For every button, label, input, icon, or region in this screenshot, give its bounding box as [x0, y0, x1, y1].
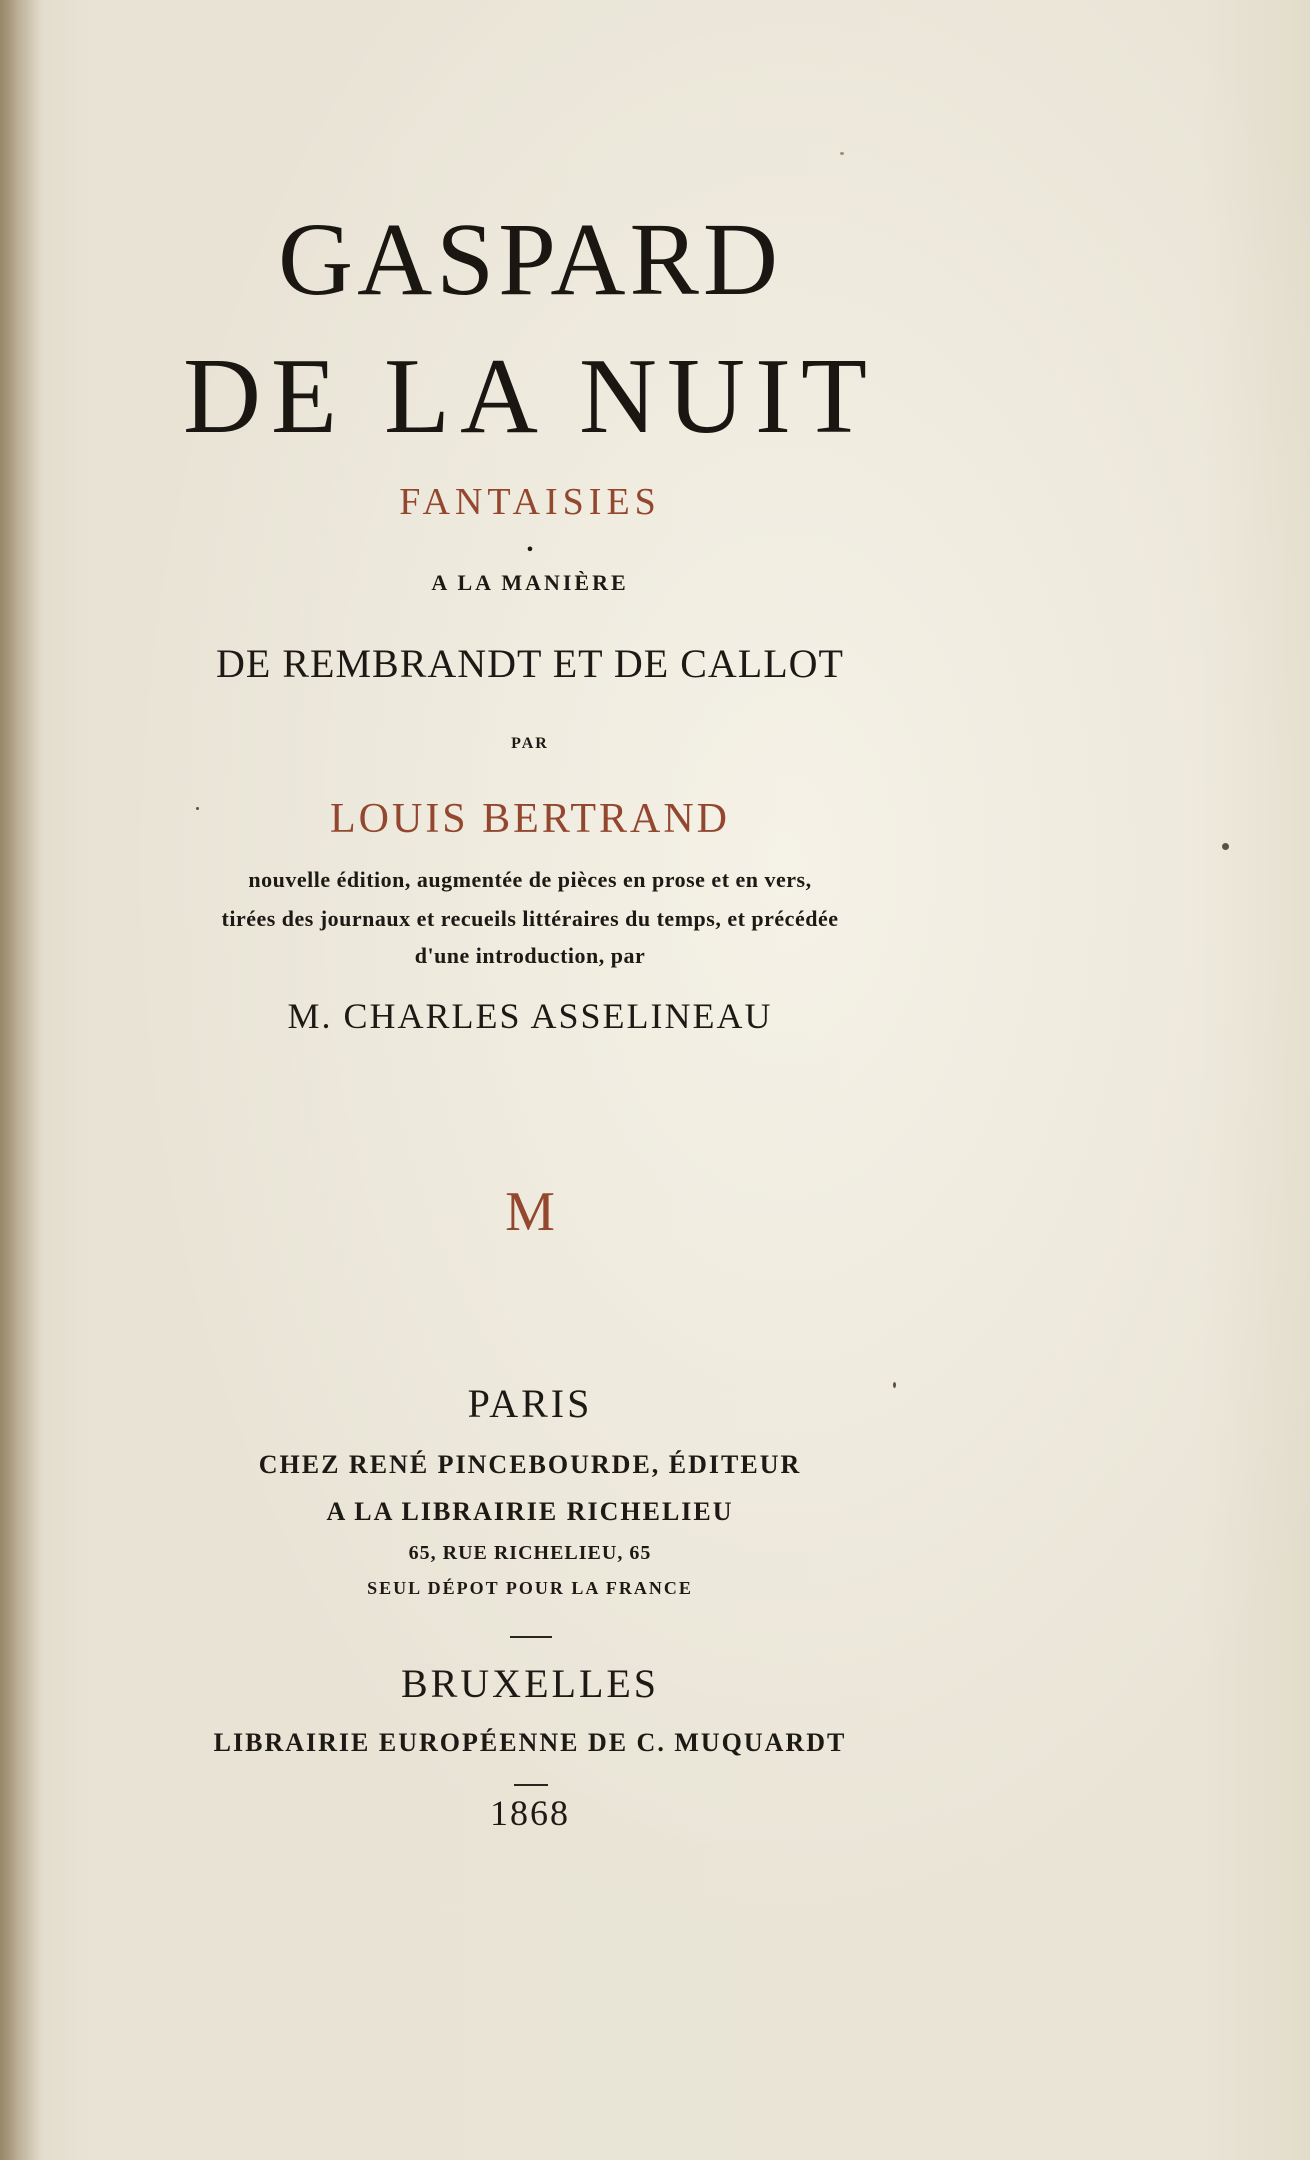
imprint-depot: SEUL DÉPOT POUR LA FRANCE — [367, 1578, 693, 1598]
imprint-publisher: CHEZ RENÉ PINCEBOURDE, ÉDITEUR — [258, 1450, 802, 1479]
manner-artists: DE REMBRANDT ET DE CALLOT — [216, 641, 844, 686]
ornament-dot: • — [525, 540, 535, 559]
introducer-name: M. CHARLES ASSELINEAU — [287, 996, 773, 1036]
publisher-mark: M — [505, 1181, 555, 1243]
imprint-city-brussels: BRUXELLES — [400, 1661, 660, 1706]
imprint-address: 65, RUE RICHELIEU, 65 — [408, 1542, 652, 1564]
subtitle: FANTAISIES — [399, 481, 661, 523]
divider-rule — [510, 1636, 552, 1638]
spine-shadow — [0, 0, 40, 2160]
title-line-2: DE LA NUIT — [183, 337, 877, 456]
description-line-3: d'une introduction, par — [414, 943, 646, 968]
imprint-shop-paris: A LA LIBRAIRIE RICHELIEU — [326, 1497, 734, 1526]
description-line-2: tirées des journaux et recueils littéraires du temps, et précédée — [221, 906, 839, 931]
imprint-city-paris: PARIS — [467, 1381, 593, 1426]
publication-year: 1868 — [490, 1793, 570, 1833]
imprint-shop-brussels: LIBRAIRIE EUROPÉENNE DE C. MUQUARDT — [213, 1728, 847, 1757]
divider-rule — [514, 1784, 548, 1786]
description-line-1: nouvelle édition, augmentée de pièces en prose et en vers, — [248, 867, 812, 892]
title-line-1: GASPARD — [278, 202, 782, 317]
by-label: PAR — [511, 735, 549, 752]
paper-speck — [1222, 843, 1229, 850]
paper-speck — [840, 152, 844, 155]
author-name: LOUIS BERTRAND — [330, 796, 730, 842]
manner-prefix: A LA MANIÈRE — [431, 570, 629, 595]
